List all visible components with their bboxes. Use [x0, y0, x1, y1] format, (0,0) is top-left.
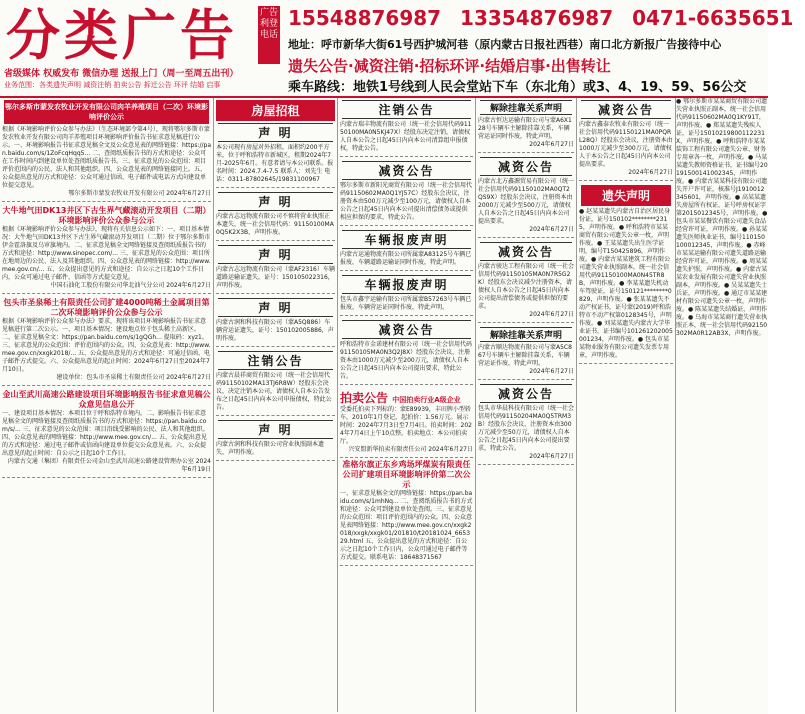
- notice-title: 声 明: [218, 298, 333, 317]
- notice-body: 包头市华晨科技有限公司（统一社会信用代码91150204MA0Q5TRM3B）经股东会决议，注册资本由300万元减少至50万元，请债权人自本公告之日起45日内向本公司提出要求，特此公告。: [478, 405, 575, 452]
- notice-block: [216, 351, 335, 416]
- notice-block: [216, 420, 335, 461]
- lost-notice-list: ● 鄂尔多斯市某某商贸有限公司遗失营业执照正副本，统一社会信用代码91150602MA0Q1KY91T，声明作废。● 郑某某遗失残疾人证，证号15010219800112231X，声明作废。● 呼和浩特市某某装饰工程有限公司遗失公章、财务专用章各一枚，声明作废。● 马某某遗失教师资格证书，证书编号20191500141002345，声明作废。● 内蒙古某某科技有限公司遗失开户许可证，核准号J1910012345601，声明作废。● 高某某遗失房屋所有权证，证号呼房权证字第2015012345号，声明作废。● 包头市某某餐饮有限公司遗失食品经营许可证，声明作废。● 孙某某遗失医师执业证书，编号110150100012345，声明作废。● 赤峰市某某运输有限公司遗失道路运输经营许可证，声明作废。● 周某某遗失护照，声明作废。● 内蒙古某某农业发展有限公司遗失营业执照副本，声明作废。● 吴某某遗失士兵证，声明作废。● 通辽市某某建材有限公司遗失公章一枚，声明作废。● 陈某某遗失结婚证，声明作废。● 乌海市某某商行遗失营业执照正本，统一社会信用代码92150302MA0R12AB3X，声明作废。: [676, 98, 768, 337]
- notice-body: 内蒙古润和科技有限公司（蒙A5Q886）车辆营运证遗失，证号：150102005886，声明作废。: [216, 319, 334, 342]
- notice-title: 包头市圣泉稀土有限责任公司扩建4000吨稀土金属项目第二次环境影响评价公众参与公示: [3, 298, 210, 317]
- notice-title: 减资公告: [581, 100, 671, 119]
- column-5: [577, 98, 676, 712]
- notice-body: 内蒙古晨祥商贸有限公司（统一社会信用代码91150102MA13TJ6R8W）经股东会决议，决定注销本公司，请债权人自本公告发布之日起45日内向本公司申报债权，特此公告。: [216, 372, 332, 411]
- notice-title: 车辆报废声明: [342, 275, 471, 294]
- notice-block: [2, 298, 211, 386]
- notice-footer: 2024年6月27日: [529, 368, 574, 375]
- notice-block: [340, 460, 473, 566]
- notice-title: 注销公告: [342, 100, 471, 119]
- notice-block: [579, 100, 673, 181]
- bus-route: 乘车路线：地铁1号线到人民会堂站下车（东北角）或3、4、19、59、56公交: [288, 80, 747, 95]
- ad-header: [0, 0, 794, 98]
- notice-body: 根据《环境影响评价公众参与办法》要求，现将该项目环境影响报告书征求意见稿进行第二次公示。一、项目基本情况：建设地点位于包头稀土高新区。二、征求意见稿全文：https://pan.baidu.com/s/1gQGh... 提取码：xyz1。三、征求意见的公众范围：评价范围内的公众。四、公众意见表：http://www.mee.gov.cn/xxgk2018/... 五、公众提出意见的方式和途径：可通过信函、电子邮件方式提交。六、公众提出意见的起止时间：2024年6月27日至2024年7月10日。: [2, 318, 211, 373]
- phone-number: 15548876987: [288, 6, 442, 30]
- service-scope: 业务范围：各类遗失声明 减资注销 拍卖公告 拆迁公告 环评 结婚 启事: [4, 81, 221, 89]
- notice-block: [216, 123, 335, 188]
- notice-block: [478, 157, 574, 238]
- auction-title: [340, 389, 473, 406]
- column-2: [214, 98, 338, 712]
- lost-notice-block: [579, 185, 673, 364]
- notice-body: 内蒙古顺达物流有限公司与蒙A5C867号车辆车主解除挂靠关系，车辆营运证作废，特此声明。: [478, 344, 572, 367]
- section-header-housing: 房屋招租: [216, 100, 335, 121]
- notice-title: 声 明: [218, 123, 333, 142]
- notice-title: 减资公告: [342, 161, 471, 180]
- notice-body: 内蒙古运通物流有限公司所属蒙A83125号车辆已报废，车辆道路运输证同时作废，特此声明。: [340, 251, 472, 266]
- auction-body: 受委托拍卖下列标的：蒙E89939，丰田牌小型轿车，2010年1月登记，起拍价：1.56万元。展示时间：2024年7月3日至7月4日。拍卖时间：2024年7月4日上午10点整。拍卖地点：本公司拍卖厅。: [340, 406, 472, 445]
- notice-body: 内蒙古恒达运输有限公司与蒙A6X128号车辆车主解除挂靠关系，车辆营运证同时作废，特此声明。: [478, 117, 572, 140]
- notice-title: 准格尔旗正东乡鸡场坪煤炭有限责任公司扩建项目环境影响评价第二次公示: [342, 460, 471, 489]
- notice-block: [340, 230, 473, 271]
- notice-block: [478, 327, 574, 380]
- notice-body: 包头市鑫宇运输有限公司所属蒙B57263号车辆已报废，车辆营运证同时作废，特此声明。: [340, 296, 472, 311]
- notice-body: 内蒙古志远物流有限公司不慎将营业执照正本遗失，统一社会信用代码：91150100MA0Q5K2X3B，声明作废。: [216, 213, 334, 236]
- phone-numbers: [288, 6, 794, 32]
- notice-title: 车辆报废声明: [342, 230, 471, 249]
- auction-subtitle: 中国拍卖行业A级企业: [392, 396, 461, 404]
- notice-title: 大牛地气田DK13井区下古生界气藏滚动开发项目（二期）环境影响评价公众参与公示: [2, 206, 211, 225]
- address: 地址：呼市新华大街61号西护城河巷（原内蒙古日报社西巷）南口北方新报广告接待中心: [288, 38, 722, 51]
- auction-footer: 兴安盟新华拍卖有限责任公司 2024年6月27日: [348, 446, 473, 453]
- notice-body: 内蒙古鑫泰农牧业有限公司（统一社会信用代码91150121MA0PQRL28Q）经股东会决议，注册资本由1000万元减少至300万元，请债权人于本公告之日起45日内向本公司提出要求。: [579, 121, 673, 168]
- phone-number: 0471-6635651: [632, 6, 794, 30]
- phone-label-box: 广告利登电话: [258, 6, 280, 64]
- notice-block: [340, 275, 473, 316]
- notice-title: 金山至武川高速公路建设项目环境影响报告书征求意见稿公众意见信息公开: [2, 390, 211, 409]
- services-line: 遗失公告·减资注销·招标环评·结婚启事·出售转让: [288, 57, 611, 75]
- notice-body: 内蒙古润和科技有限公司营业执照副本遗失，声明作废。: [216, 441, 325, 456]
- notice-title: 注销公告: [218, 351, 333, 370]
- notice-title: 声 明: [218, 192, 333, 211]
- notice-title: 解除挂靠关系声明: [480, 327, 572, 342]
- column-4: [476, 98, 577, 712]
- column-1: [0, 98, 214, 712]
- notice-footer: 2024年6月27日: [529, 453, 574, 460]
- notice-title: 减资公告: [480, 242, 572, 261]
- notice-footer: 中国石油化工股份有限公司华北油气分公司 2024年6月27日: [50, 282, 211, 289]
- notice-body: 鄂尔多斯市新阳光商贸有限公司（统一社会信用代码91150602MA0Q1YJ57C）经股东会决议，注册资本由500万元减少至100万元，请债权人自本公告之日起45日内向本公司提出清偿债务或提供相应担保的要求，特此公告。: [340, 182, 473, 221]
- notice-block: [478, 384, 574, 465]
- notice-footer: 2024年6月27日: [529, 226, 574, 233]
- column-6: [676, 98, 768, 712]
- notice-block: [340, 161, 473, 226]
- notice-block: [478, 100, 574, 153]
- notice-body: 一、建设项目基本情况：本项目位于呼和浩特市境内。二、影响报告书征求意见稿全文的网络链接及查阅纸质报告书的方式和途径：https://pan.baidu.com/s/... 三、征求意见的公众范围：项目沿线受影响的公民、法人和其他组织。四、公众意见表的网络链接：http://www.mee.gov.cn/... 五、公众提出意见的方式和途径：通过电子邮件或信函向建设单位提交公众意见表。六、公众提出意见的起止时间：自公示之日起10个工作日。: [2, 410, 209, 457]
- notice-title: 解除挂靠关系声明: [480, 100, 572, 115]
- notice-block: [2, 206, 211, 294]
- notice-body: 内蒙古志远物流有限公司（蒙AF2316）车辆道路运输证遗失，证号：150105022316，声明作废。: [216, 266, 335, 289]
- notice-block: [216, 192, 335, 241]
- notice-title: 鄂尔多斯市蒙发农牧业开发有限公司肉羊养殖项目（二次）环境影响评价公示: [4, 100, 209, 124]
- notice-block: [478, 242, 574, 323]
- notice-title: 减资公告: [480, 384, 572, 403]
- auction-notice: [340, 389, 473, 458]
- notice-title: 声 明: [218, 245, 333, 264]
- notice-title: 减资公告: [342, 320, 471, 339]
- auction-title-text: 拍卖公告: [340, 391, 389, 405]
- section-logo: 分类广告: [6, 3, 238, 67]
- notice-footer: 内蒙古交通（集团）有限责任公司金山至武川高速公路建设管理办公室 2024年6月19日: [7, 458, 211, 473]
- lost-notice-list: ● 赵某某遗失内蒙古自治区居民身份证，证号150102********2315，声明作废。● 呼和浩特市某某商贸有限公司遗失公章一枚，声明作废。● 王某某遗失出生医学证明，编号T150425896，声明作废。● 内蒙古某某建筑工程有限公司遗失营业执照副本，统一社会信用代码91150100MA0N45TR8B，声明作废。● 李某某遗失机动车驾驶证，证号150121********0829，声明作废。● 张某某遗失不动产权证书，证号蒙(2019)呼和浩特市不动产权第0128345号，声明作废。● 刘某某遗失内蒙古大学毕业证书，证书编号101261202005001234，声明作废。● 包头市某某物业服务有限公司遗失发票专用章，声明作废。: [579, 208, 673, 359]
- lost-notice-header: 遗失声明: [581, 185, 671, 206]
- notice-body: 根据《环境影响评价公众参与办法》（生态环境部令第4号），现将鄂尔多斯市蒙发农牧业开发有限公司肉羊养殖项目环境影响评价报告书征求意见稿进行公示。一、环境影响报告书征求意见稿全文及公众意见表的网络链接：https://pan.baidu.com/s/1ZoFcqHqq5... 二、查阅纸质报告书的方式和途径：公众可在工作时间内到建设单位处查阅纸质报告书。三、征求意见的公众范围：项目评价范围内的公民、法人和其他组织。四、公众意见表的网络链接同上。五、公众提出意见的方式和途径：公众可通过信函、电子邮件或电话方式向建设单位提交意见。: [2, 126, 211, 189]
- notice-footer: 2024年6月27日: [628, 169, 673, 176]
- notice-title: 减资公告: [480, 157, 572, 176]
- notice-title: 声 明: [218, 420, 333, 439]
- notice-body: 内蒙古北方鑫源贸易有限公司（统一社会信用代码91150102MA0QT2QS9X）经股东会决议，注册资本由2000万元减少至500万元，请债权人自本公告之日起45日内向本公司提出要求。: [478, 178, 575, 225]
- slogan: 省级媒体 权威发布 微信办理 送报上门（周一至周五出刊）: [4, 69, 239, 79]
- notice-block: [2, 100, 211, 202]
- notice-block: [2, 390, 211, 478]
- notice-footer: 鄂尔多斯市蒙发农牧业开发有限公司 2024年6月27日: [68, 190, 211, 197]
- notice-block: [340, 320, 473, 385]
- notice-body: 根据《环境影响评价公众参与办法》，现将有关信息公示如下：一、项目基本情况：大牛地气田DK13井区下古生界气藏滚动开发项目（二期）位于鄂尔多斯市伊金霍洛旗及乌审旗境内。二、征求意见稿全文网络链接及查阅纸质报告书的方式和途径：http://www.sinopec.com/... 三、征求意见的公众范围：项目所在地周边的公民、法人及其他组织。四、公众意见表的网络链接：http://www.mee.gov.cn/... 五、公众提出意见的方式和途径：自公示之日起10个工作日内，公众可通过电子邮件、信函等方式提交意见。: [2, 226, 211, 281]
- notice-body: 内蒙古瑞丰物流有限公司（统一社会信用代码91150100MA0N5KJ47X）经股东决定注销，请债权人自本公告之日起45日内向本公司清算组申报债权，特此公告。: [340, 121, 472, 152]
- notice-block: [216, 245, 335, 294]
- notice-footer: 2024年6月27日: [529, 141, 574, 148]
- column-3: [338, 98, 476, 712]
- notice-body: 呼和浩特市金诺建材有限公司（统一社会信用代码91150105MA0N3Q2J8X）经股东会决议，注册资本由1000万元减少至200万元，请债权人自本公告之日起45日内向本公司提出要求，特此公告。: [340, 341, 473, 380]
- phone-number: 13354876987: [460, 6, 614, 30]
- notice-block: [216, 298, 335, 347]
- notice-footer: 建设单位：包头市圣泉稀土有限责任公司 2024年6月27日: [56, 374, 211, 381]
- notice-body: 内蒙古骏达工程有限公司（统一社会信用代码91150105MA0N7R5G2K）经股东会决议减少注册资本，请债权人自本公告之日起45日内向本公司提出清偿债务或提供担保的要求。: [478, 263, 575, 310]
- notice-footer: 2024年6月27日: [529, 311, 574, 318]
- notice-body: 本公司现有房屋对外招租，面积约200平方米，位于呼和浩特市新城区，租期2024年7月-2025年6月。有意者请与本公司联系。报名时间：2024.7.4-7.5 联系人：刘先生 电话：0311-87802645/19831100967: [216, 144, 334, 183]
- notice-body: 一、征求意见稿全文的网络链接：https://pan.baidu.com/s/1mhNq... 二、查阅纸质报告书的方式和途径：公众可到建设单位处查阅。三、征求意见的公众范围：项目评价范围内的公众。四、公众意见表网络链接：http://www.mee.gov.cn/xxgk2018/xxgk/xxgk01/201810/t20181024_665329.html 五、公众提出意见的方式和途径：自公示之日起10个工作日内，公众可通过电子邮件等方式提交。联系电话：18648371567: [340, 490, 473, 561]
- notice-block: [340, 100, 473, 157]
